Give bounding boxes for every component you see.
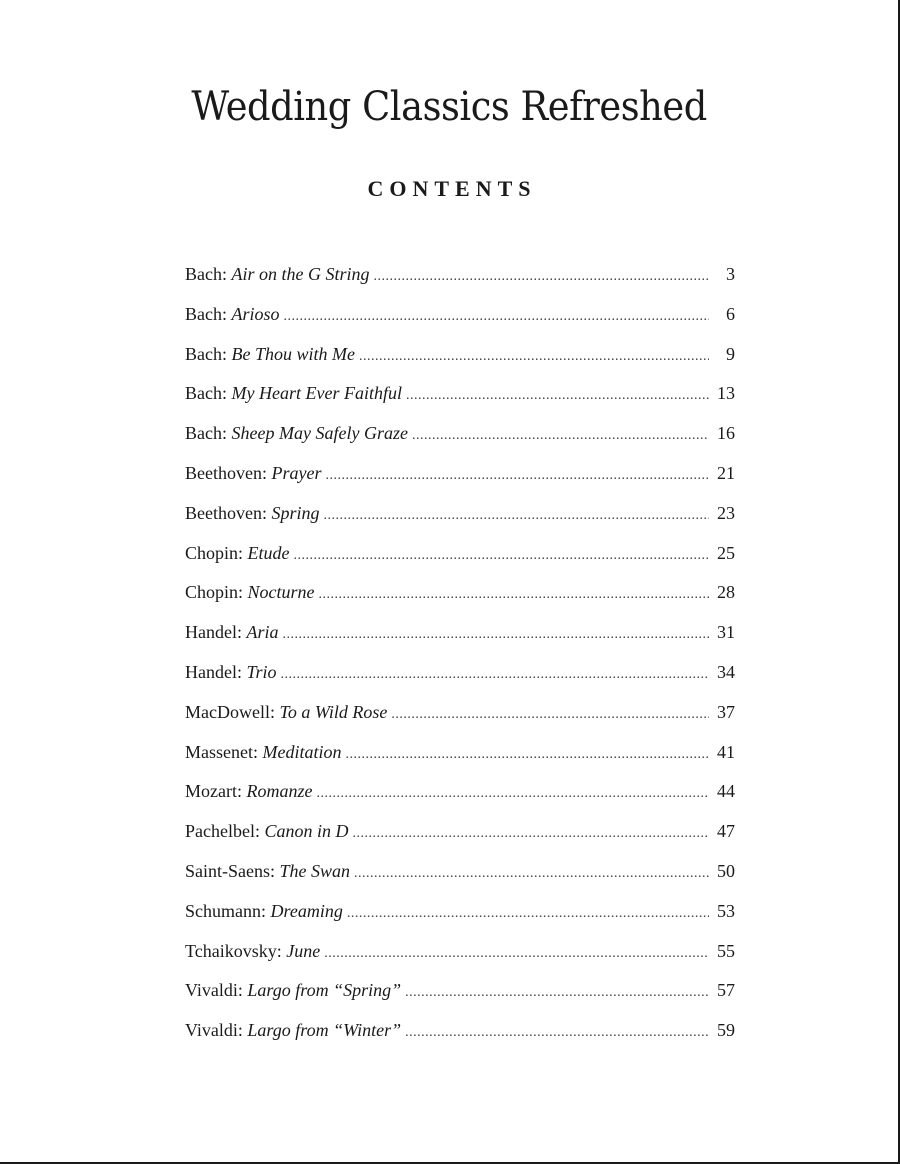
toc-entry-label: [185, 498, 320, 528]
dot-leader: [324, 501, 710, 531]
work-title: To a Wild Rose: [279, 701, 388, 722]
dot-leader: [405, 978, 709, 1008]
work-title: Sheep May Safely Graze: [231, 423, 408, 444]
contents-heading: CONTENTS: [367, 176, 537, 201]
toc-entry[interactable]: [185, 299, 735, 339]
page-number: 53: [717, 900, 735, 921]
work-title: My Heart Ever Faithful: [231, 383, 402, 404]
work-title: Be Thou with Me: [231, 343, 355, 364]
page-number: 28: [717, 582, 735, 603]
page-number: 21: [717, 462, 735, 483]
work-title: The Swan: [279, 860, 351, 881]
toc-entry[interactable]: [185, 458, 735, 498]
toc-entry-label: [185, 299, 280, 329]
work-title: Meditation: [262, 741, 342, 762]
composer-name: Bach:: [185, 303, 227, 324]
composer-name: Chopin:: [185, 542, 244, 563]
toc-entry[interactable]: [185, 577, 735, 617]
toc-entry[interactable]: [185, 498, 735, 538]
toc-entry[interactable]: [185, 896, 735, 936]
dot-leader: [359, 342, 709, 372]
work-title: Aria: [246, 622, 279, 643]
composer-name: Massenet:: [185, 741, 258, 762]
page-number: 47: [717, 821, 735, 842]
toc-entry[interactable]: [185, 975, 735, 1015]
work-title: Nocturne: [247, 582, 315, 603]
dot-leader: [325, 461, 709, 491]
toc-entry[interactable]: [185, 538, 735, 578]
composer-name: Chopin:: [185, 582, 244, 603]
dot-leader: [347, 899, 709, 929]
dot-leader: [405, 1018, 709, 1048]
toc-entry-label: [185, 657, 277, 687]
toc-entry-label: [185, 737, 341, 767]
composer-name: Handel:: [185, 661, 242, 682]
page-number: 57: [717, 980, 735, 1001]
toc-entry-label: [185, 339, 355, 369]
toc-entry-label: [185, 538, 290, 568]
page-number: 6: [726, 303, 735, 324]
page-number: 44: [717, 781, 735, 802]
dot-leader: [354, 859, 709, 889]
work-title: Romanze: [246, 781, 313, 802]
toc-entry-label: [185, 776, 312, 806]
dot-leader: [316, 779, 709, 809]
page-number: 41: [717, 741, 735, 762]
toc-entry-label: [185, 577, 315, 607]
page-number: 55: [717, 940, 735, 961]
toc-entry[interactable]: [185, 657, 735, 697]
work-title: Largo from “Winter”: [247, 1020, 402, 1041]
toc-entry[interactable]: [185, 1015, 735, 1055]
toc-entry-label: [185, 816, 349, 846]
toc-entry[interactable]: [185, 378, 735, 418]
composer-name: Schumann:: [185, 900, 266, 921]
composer-name: Vivaldi:: [185, 980, 243, 1001]
composer-name: Beethoven:: [185, 502, 267, 523]
dot-leader: [412, 421, 709, 451]
toc-entry-label: [185, 259, 370, 289]
work-title: Spring: [271, 502, 320, 523]
dot-leader: [391, 700, 709, 730]
document-title: Wedding Classics Refreshed: [191, 84, 707, 130]
work-title: June: [286, 940, 321, 961]
composer-name: Handel:: [185, 622, 242, 643]
work-title: Prayer: [271, 462, 322, 483]
composer-name: Bach:: [185, 423, 227, 444]
toc-entry-label: [185, 856, 350, 886]
toc-entry-label: [185, 378, 402, 408]
dot-leader: [284, 302, 709, 332]
toc-entry-label: [185, 458, 321, 488]
page-number: 25: [717, 542, 735, 563]
composer-name: Bach:: [185, 343, 227, 364]
toc-entry-label: [185, 936, 320, 966]
toc-entry[interactable]: [185, 936, 735, 976]
work-title: Largo from “Spring”: [247, 980, 402, 1001]
page-number: 59: [717, 1020, 735, 1041]
page-number: 34: [717, 661, 735, 682]
page-number: 37: [717, 701, 735, 722]
table-of-contents: [185, 259, 735, 1055]
toc-entry[interactable]: [185, 816, 735, 856]
dot-leader: [406, 381, 709, 411]
dot-leader: [374, 262, 710, 292]
composer-name: Mozart:: [185, 781, 242, 802]
dot-leader: [324, 939, 709, 969]
work-title: Canon in D: [264, 821, 349, 842]
toc-entry[interactable]: [185, 737, 735, 777]
work-title: Dreaming: [270, 900, 343, 921]
dot-leader: [294, 541, 709, 571]
page-number: 9: [726, 343, 735, 364]
dot-leader: [353, 819, 710, 849]
composer-name: MacDowell:: [185, 701, 275, 722]
composer-name: Pachelbel:: [185, 821, 260, 842]
toc-entry-label: [185, 1015, 401, 1045]
toc-entry[interactable]: [185, 776, 735, 816]
composer-name: Bach:: [185, 264, 227, 284]
dot-leader: [345, 740, 709, 770]
toc-entry[interactable]: [185, 418, 735, 458]
composer-name: Vivaldi:: [185, 1020, 243, 1041]
toc-entry[interactable]: [185, 697, 735, 737]
composer-name: Tchaikovsky:: [185, 940, 282, 961]
page-number: 13: [717, 383, 735, 404]
composer-name: Saint-Saens:: [185, 860, 275, 881]
toc-entry-label: [185, 617, 279, 647]
page-number: 3: [726, 264, 735, 284]
page-number: 31: [717, 622, 735, 643]
toc-entry[interactable]: [185, 856, 735, 896]
page-number: 16: [717, 423, 735, 444]
toc-entry[interactable]: [185, 259, 735, 299]
work-title: Arioso: [231, 303, 280, 324]
dot-leader: [281, 660, 709, 690]
toc-entry[interactable]: [185, 617, 735, 657]
toc-entry-label: [185, 418, 408, 448]
work-title: Trio: [246, 661, 277, 682]
dot-leader: [319, 580, 709, 610]
toc-entry-label: [185, 896, 343, 926]
work-title: Etude: [247, 542, 290, 563]
dot-leader: [283, 620, 710, 650]
toc-entry-label: [185, 975, 401, 1005]
toc-entry[interactable]: [185, 339, 735, 379]
toc-entry-label: [185, 697, 387, 727]
page-number: 50: [717, 860, 735, 881]
composer-name: Bach:: [185, 383, 227, 404]
composer-name: Beethoven:: [185, 462, 267, 483]
page-number: 23: [717, 502, 735, 523]
work-title: Air on the G String: [231, 264, 370, 284]
